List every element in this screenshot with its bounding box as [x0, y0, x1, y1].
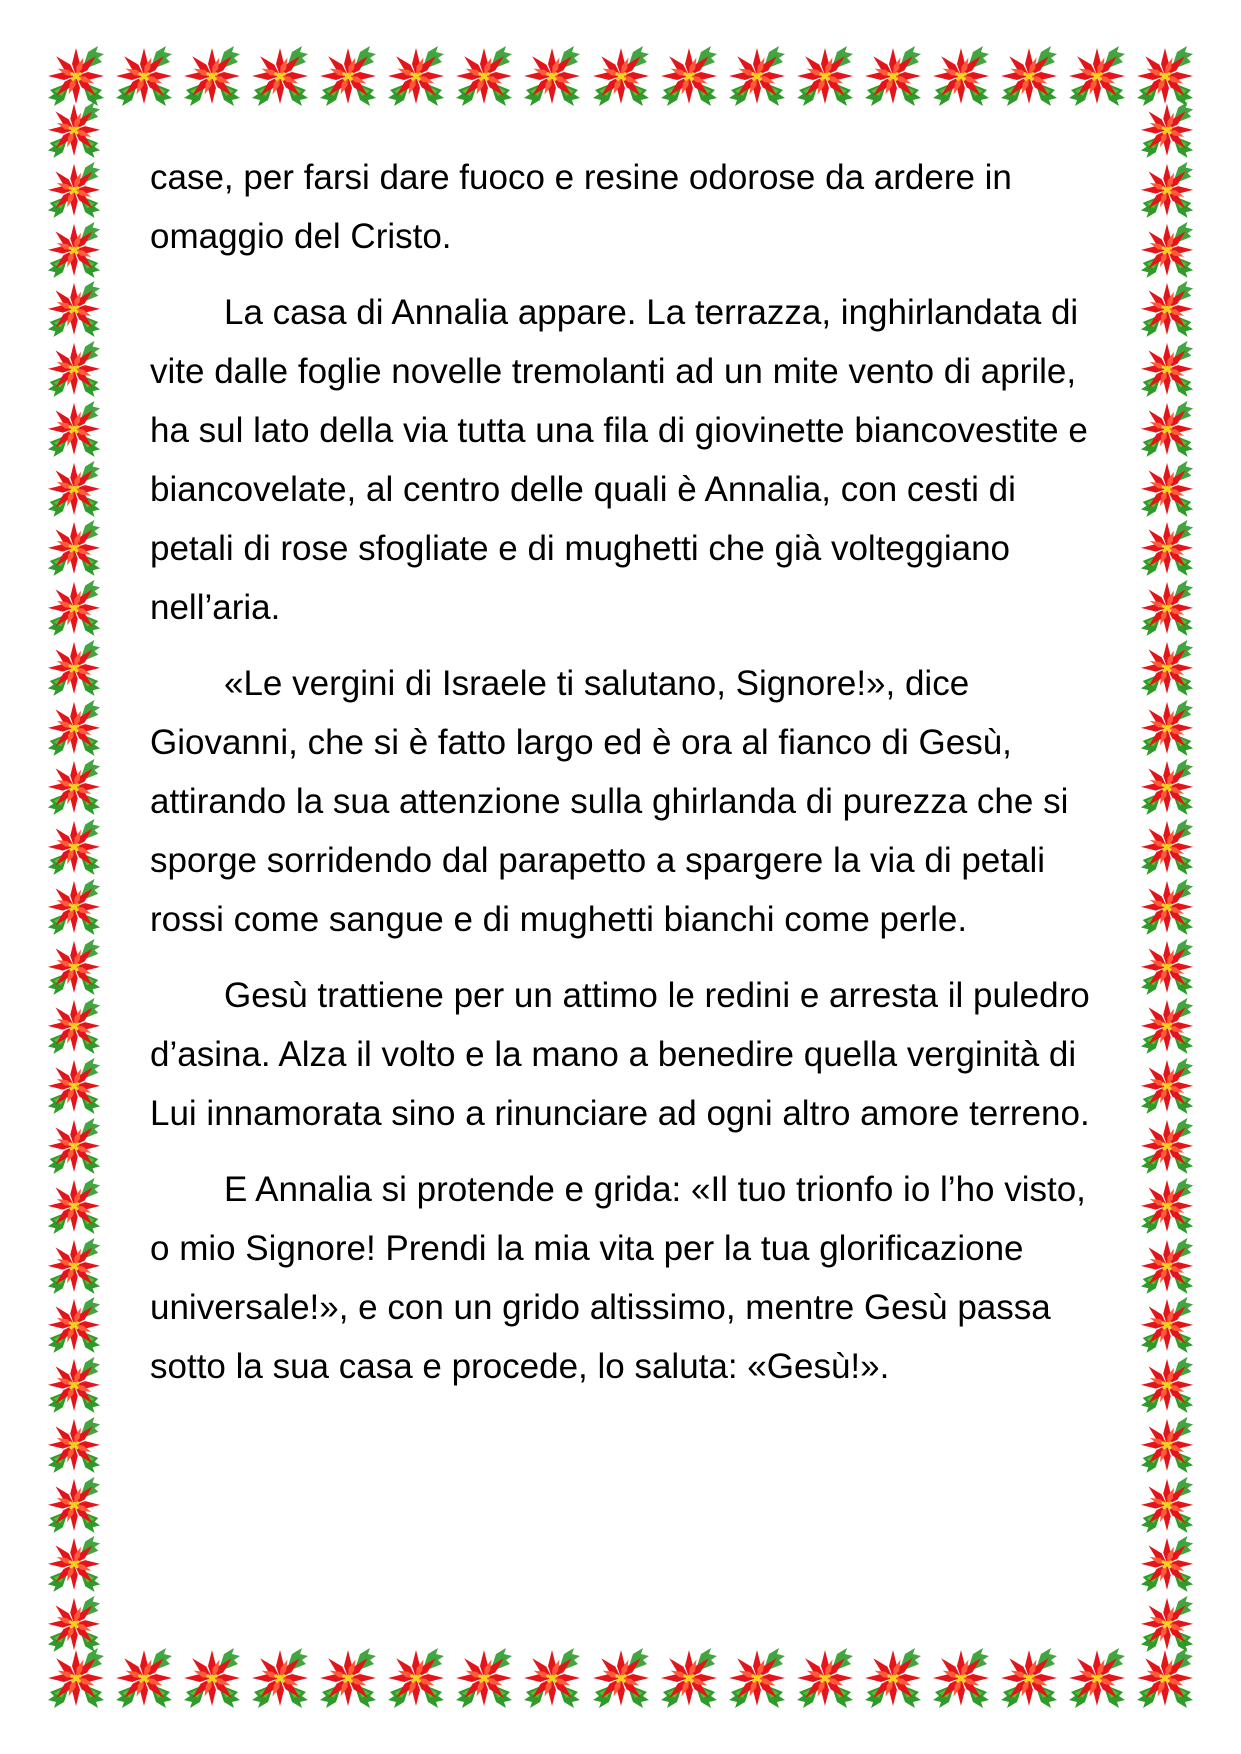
poinsettia-icon: [1135, 937, 1199, 997]
poinsettia-icon: [42, 399, 106, 459]
border-top: [44, 44, 1197, 108]
paragraph-1: case, per farsi dare fuoco e resine odorose da ardere in omaggio del Cristo.: [150, 158, 1012, 256]
poinsettia-icon: [1135, 100, 1199, 160]
poinsettia-icon: [1135, 160, 1199, 220]
poinsettia-icon: [42, 339, 106, 399]
poinsettia-icon: [657, 44, 721, 108]
poinsettia-icon: [452, 1646, 516, 1710]
poinsettia-icon: [1135, 578, 1199, 638]
poinsettia-icon: [42, 220, 106, 280]
poinsettia-icon: [42, 1355, 106, 1415]
poinsettia-icon: [42, 1116, 106, 1176]
poinsettia-icon: [1135, 877, 1199, 937]
poinsettia-icon: [520, 44, 584, 108]
poinsettia-icon: [112, 1646, 176, 1710]
poinsettia-icon: [248, 1646, 312, 1710]
poinsettia-icon: [384, 44, 448, 108]
poinsettia-icon: [248, 44, 312, 108]
poinsettia-icon: [42, 279, 106, 339]
poinsettia-icon: [42, 757, 106, 817]
poinsettia-icon: [42, 459, 106, 519]
border-left: [42, 100, 106, 1654]
poinsettia-icon: [42, 937, 106, 997]
poinsettia-icon: [1135, 1594, 1199, 1654]
poinsettia-icon: [997, 44, 1061, 108]
poinsettia-icon: [316, 44, 380, 108]
poinsettia-icon: [316, 1646, 380, 1710]
poinsettia-icon: [1135, 339, 1199, 399]
poinsettia-icon: [42, 1475, 106, 1535]
poinsettia-icon: [42, 1415, 106, 1475]
poinsettia-icon: [180, 44, 244, 108]
poinsettia-icon: [1065, 44, 1129, 108]
poinsettia-icon: [1135, 399, 1199, 459]
poinsettia-icon: [42, 1295, 106, 1355]
poinsettia-icon: [44, 44, 108, 108]
poinsettia-icon: [1135, 1415, 1199, 1475]
poinsettia-icon: [793, 1646, 857, 1710]
poinsettia-icon: [1135, 1176, 1199, 1236]
poinsettia-icon: [42, 160, 106, 220]
poinsettia-icon: [1135, 1056, 1199, 1116]
poinsettia-icon: [42, 100, 106, 160]
poinsettia-icon: [42, 996, 106, 1056]
poinsettia-icon: [725, 44, 789, 108]
poinsettia-icon: [42, 578, 106, 638]
poinsettia-icon: [42, 698, 106, 758]
poinsettia-icon: [861, 1646, 925, 1710]
border-right: [1135, 100, 1199, 1654]
poinsettia-icon: [42, 1056, 106, 1116]
poinsettia-icon: [42, 1534, 106, 1594]
poinsettia-icon: [384, 1646, 448, 1710]
poinsettia-icon: [997, 1646, 1061, 1710]
poinsettia-icon: [589, 44, 653, 108]
poinsettia-icon: [793, 44, 857, 108]
poinsettia-icon: [452, 44, 516, 108]
poinsettia-icon: [42, 1176, 106, 1236]
poinsettia-icon: [589, 1646, 653, 1710]
poinsettia-icon: [725, 1646, 789, 1710]
poinsettia-icon: [1135, 459, 1199, 519]
poinsettia-icon: [42, 1594, 106, 1654]
poinsettia-icon: [929, 1646, 993, 1710]
poinsettia-icon: [520, 1646, 584, 1710]
poinsettia-icon: [1135, 1355, 1199, 1415]
poinsettia-icon: [1133, 1646, 1197, 1710]
paragraph-5: E Annalia si protende e grida: «Il tuo trionfo io l’ho visto, o mio Signore! Prendi la mia vita per la tua glorificazione universale!», e con un grido altissimo, mentre Gesù passa sotto la sua casa e procede, lo saluta: «Gesù!».: [150, 1170, 1086, 1386]
poinsettia-icon: [1135, 1236, 1199, 1296]
poinsettia-icon: [1135, 279, 1199, 339]
poinsettia-icon: [657, 1646, 721, 1710]
poinsettia-icon: [1135, 1116, 1199, 1176]
poinsettia-icon: [929, 44, 993, 108]
poinsettia-icon: [861, 44, 925, 108]
poinsettia-icon: [1135, 1295, 1199, 1355]
poinsettia-icon: [1135, 817, 1199, 877]
paragraph-3: «Le vergini di Israele ti salutano, Signore!», dice Giovanni, che si è fatto largo ed è ora al fianco di Gesù, attirando la sua attenzione sulla ghirlanda di purezza che si sporge sorridendo dal parapetto a spargere la via di petali rossi come sangue e di mughetti bianchi come perle.: [150, 664, 1069, 939]
poinsettia-icon: [1133, 44, 1197, 108]
poinsettia-icon: [42, 817, 106, 877]
poinsettia-icon: [1135, 1534, 1199, 1594]
poinsettia-icon: [42, 877, 106, 937]
poinsettia-icon: [1135, 518, 1199, 578]
poinsettia-icon: [112, 44, 176, 108]
poinsettia-icon: [1135, 996, 1199, 1056]
poinsettia-icon: [1135, 220, 1199, 280]
poinsettia-icon: [1135, 1475, 1199, 1535]
poinsettia-icon: [1065, 1646, 1129, 1710]
poinsettia-icon: [42, 518, 106, 578]
poinsettia-icon: [1135, 698, 1199, 758]
poinsettia-icon: [42, 638, 106, 698]
paragraph-2: La casa di Annalia appare. La terrazza, inghirlandata di vite dalle foglie novelle tremolanti ad un mite vento di aprile, ha sul lato della via tutta una fila di giovinette biancovestite e biancovelate, al centro delle quali è Annalia, con cesti di petali di rose sfogliate e di mughetti che già volteggiano nell’aria.: [150, 293, 1088, 627]
poinsettia-icon: [1135, 757, 1199, 817]
border-bottom: [44, 1646, 1197, 1710]
poinsettia-icon: [180, 1646, 244, 1710]
poinsettia-icon: [44, 1646, 108, 1710]
poinsettia-icon: [1135, 638, 1199, 698]
paragraph-4: Gesù trattiene per un attimo le redini e arresta il puledro d’asina. Alza il volto e la mano a benedire quella verginità di Lui innamorata sino a rinunciare ad ogni altro amore terreno.: [150, 976, 1090, 1133]
poinsettia-icon: [42, 1236, 106, 1296]
document-body: [150, 148, 1090, 1413]
